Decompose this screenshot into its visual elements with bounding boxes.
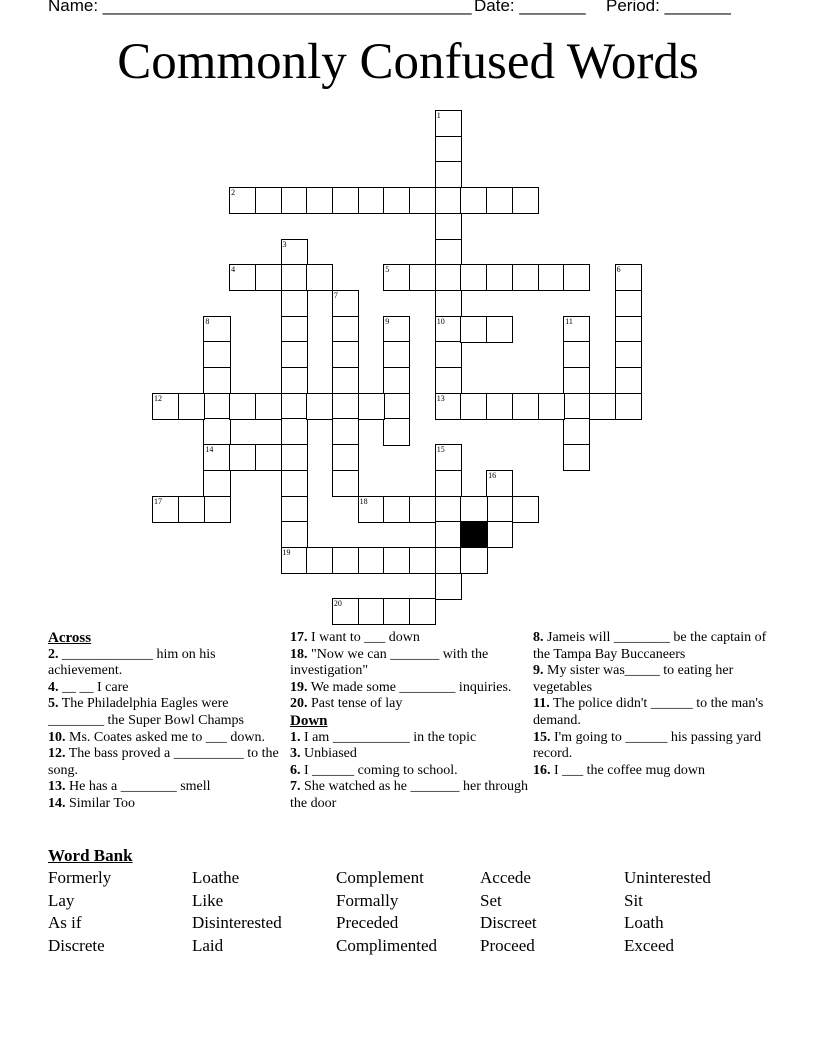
clue-text: The bass proved a __________ to the song. [48, 746, 279, 778]
word-bank [48, 868, 768, 955]
word-bank-item: Formally [336, 890, 399, 910]
grid-cell[interactable] [358, 496, 385, 523]
grid-cell[interactable] [435, 496, 462, 523]
clue-text: I ___ the coffee mug down [550, 762, 705, 778]
grid-cell[interactable] [435, 161, 462, 188]
word-bank-item: Accede [480, 868, 531, 887]
grid-cell[interactable] [563, 341, 590, 368]
grid-cell[interactable] [332, 393, 359, 420]
grid-cell[interactable] [435, 470, 462, 497]
clue [290, 696, 530, 713]
grid-cell[interactable] [383, 547, 410, 574]
cell-number: 12 [154, 393, 162, 403]
grid-cell[interactable] [281, 547, 308, 574]
clue-text: My sister was_____ to eating her vegetables [533, 663, 734, 695]
grid-cell[interactable] [563, 418, 590, 445]
black-cell [460, 521, 487, 548]
grid-cell[interactable] [409, 598, 436, 625]
grid-cell[interactable] [255, 187, 282, 214]
grid-cell[interactable] [435, 521, 462, 548]
clue-text: I ______ coming to school. [300, 762, 458, 778]
cell-number: 2 [231, 188, 236, 198]
clue-number: 7. [290, 779, 301, 795]
grid-cell[interactable] [563, 444, 590, 471]
clue-text: Unbiased [300, 746, 357, 762]
clue-number: 14. [48, 795, 66, 811]
grid-cell[interactable] [358, 393, 385, 420]
grid-cell[interactable] [332, 418, 359, 445]
grid-cell[interactable] [512, 496, 539, 523]
clue-number: 10. [48, 729, 66, 745]
grid-cell[interactable] [332, 598, 359, 625]
grid-cell[interactable] [203, 418, 230, 445]
grid-cell[interactable] [383, 496, 410, 523]
clue-text: Similar Too [65, 795, 136, 811]
cell-number: 1 [436, 111, 441, 120]
clue [48, 730, 288, 747]
clue-number: 2. [48, 646, 59, 662]
grid-cell[interactable] [358, 547, 385, 574]
clue-number: 13. [48, 779, 66, 795]
grid-cell[interactable] [435, 367, 462, 394]
grid-cell[interactable] [563, 367, 590, 394]
down-heading: Down [290, 712, 328, 729]
grid-cell[interactable] [281, 316, 308, 343]
grid-cell[interactable] [281, 444, 308, 471]
grid-cell[interactable] [255, 393, 282, 420]
cell-number: 16 [488, 470, 497, 480]
grid-cell[interactable] [332, 367, 359, 394]
cell-number: 7 [333, 290, 338, 300]
word-bank-item: As if [48, 913, 82, 932]
clue-number: 17. [290, 630, 308, 645]
grid-cell[interactable] [281, 521, 308, 548]
grid-cell[interactable] [358, 598, 385, 625]
grid-cell[interactable] [615, 264, 642, 291]
clue [48, 696, 288, 729]
grid-cell[interactable] [281, 496, 308, 523]
clue [48, 647, 288, 680]
clues-column-1 [48, 630, 288, 813]
grid-cell[interactable] [281, 341, 308, 368]
grid-cell[interactable] [383, 316, 410, 343]
grid-cell[interactable] [460, 316, 487, 343]
grid-cell[interactable] [538, 393, 565, 420]
clue-number: 12. [48, 746, 66, 762]
clue [290, 730, 530, 747]
grid-cell[interactable] [435, 187, 462, 214]
grid-cell[interactable] [383, 393, 410, 420]
word-bank-item: Complement [336, 868, 424, 887]
grid-cell[interactable] [435, 239, 462, 266]
clue-text: __ __ I care [58, 679, 129, 695]
grid-cell[interactable] [306, 393, 333, 420]
cell-number: 15 [436, 445, 445, 455]
cell-number: 9 [385, 316, 390, 326]
grid-cell[interactable] [255, 264, 282, 291]
clues-column-2 [290, 630, 530, 813]
clues-column-3 [533, 630, 773, 779]
grid-cell[interactable] [281, 290, 308, 317]
grid-cell[interactable] [409, 547, 436, 574]
period-field: Period: _______ [606, 0, 731, 15]
word-bank-item: Laid [192, 935, 224, 955]
grid-cell[interactable] [281, 393, 308, 420]
grid-cell[interactable] [512, 264, 539, 291]
grid-cell[interactable] [460, 393, 487, 420]
grid-cell[interactable] [178, 496, 205, 523]
word-bank-item: Lay [48, 890, 75, 910]
cell-number: 11 [565, 316, 573, 326]
grid-cell[interactable] [255, 444, 282, 471]
grid-cell[interactable] [538, 264, 565, 291]
clue-text: The police didn't ______ to the man's demand. [533, 696, 764, 728]
grid-cell[interactable] [203, 393, 230, 420]
clue-number: 20. [290, 696, 308, 712]
grid-cell[interactable] [460, 547, 487, 574]
grid-cell[interactable] [383, 264, 410, 291]
word-bank-item: Set [480, 890, 502, 910]
cell-number: 18 [359, 496, 368, 506]
grid-cell[interactable] [203, 496, 230, 523]
clue-text: "Now we can _______ with the investigation" [290, 646, 489, 679]
word-bank-item: Complimented [336, 935, 438, 955]
grid-cell[interactable] [435, 547, 462, 574]
clue [533, 763, 773, 780]
clue-number: 19. [290, 679, 308, 695]
grid-cell[interactable] [306, 547, 333, 574]
grid-cell[interactable] [178, 393, 205, 420]
grid-cell[interactable] [615, 341, 642, 368]
clue [48, 779, 288, 796]
clue-text: I am ___________ in the topic [300, 729, 477, 745]
grid-cell[interactable] [435, 444, 462, 471]
cell-number: 10 [436, 316, 445, 326]
grid-cell[interactable] [332, 470, 359, 497]
cell-number: 20 [333, 599, 342, 609]
word-bank-item: Sit [624, 890, 643, 910]
grid-cell[interactable] [203, 444, 230, 471]
grid-cell[interactable] [615, 316, 642, 343]
cell-number: 4 [231, 265, 236, 275]
grid-cell[interactable] [332, 444, 359, 471]
clue-text: I want to ___ down [307, 630, 420, 645]
grid-cell[interactable] [152, 393, 179, 420]
grid-cell[interactable] [589, 393, 616, 420]
word-bank-heading: Word Bank [48, 846, 133, 865]
clue [48, 680, 288, 697]
grid-cell[interactable] [615, 367, 642, 394]
grid-cell[interactable] [460, 496, 487, 523]
clue-text: I'm going to ______ his passing yard record. [533, 729, 762, 762]
cell-number: 14 [205, 445, 214, 455]
clue [290, 647, 530, 680]
clue [290, 680, 530, 697]
clue-number: 9. [533, 663, 544, 679]
grid-cell[interactable] [435, 341, 462, 368]
grid-cell[interactable] [512, 393, 539, 420]
clue [290, 746, 530, 763]
grid-cell[interactable] [563, 264, 590, 291]
grid-cell[interactable] [460, 187, 487, 214]
name-field: Name: _______________________________________ [48, 0, 472, 15]
grid-cell[interactable] [383, 187, 410, 214]
clue-text: She watched as he _______ her through the door [290, 779, 528, 811]
cell-number: 3 [282, 239, 287, 249]
cell-number: 19 [282, 547, 291, 557]
grid-cell[interactable] [435, 290, 462, 317]
grid-cell[interactable] [435, 393, 462, 420]
word-bank-item: Loathe [192, 868, 240, 887]
grid-cell[interactable] [486, 393, 513, 420]
grid-cell[interactable] [306, 264, 333, 291]
grid-cell[interactable] [409, 187, 436, 214]
clue-text: _____________ him on his achievement. [48, 646, 216, 679]
cell-number: 5 [385, 265, 390, 275]
word-bank-item: Formerly [48, 868, 112, 887]
grid-cell[interactable] [281, 264, 308, 291]
clue [290, 779, 530, 812]
grid-cell[interactable] [383, 367, 410, 394]
grid-cell[interactable] [229, 264, 256, 291]
cell-number: 13 [436, 393, 445, 403]
word-bank-item: Exceed [624, 935, 675, 955]
grid-cell[interactable] [203, 341, 230, 368]
word-bank-item: Discrete [48, 935, 105, 955]
word-bank-item: Like [192, 890, 224, 910]
grid-cell[interactable] [229, 187, 256, 214]
clue-text: The Philadelphia Eagles were ________ the Super Bowl Champs [48, 696, 244, 728]
grid-cell[interactable] [409, 496, 436, 523]
clue-text: Past tense of lay [307, 696, 403, 712]
grid-cell[interactable] [383, 418, 410, 445]
grid-cell[interactable] [332, 316, 359, 343]
clue-text: Ms. Coates asked me to ___ down. [65, 729, 265, 745]
grid-cell[interactable] [332, 187, 359, 214]
grid-cell[interactable] [332, 341, 359, 368]
grid-cell[interactable] [281, 367, 308, 394]
grid-cell[interactable] [435, 213, 462, 240]
grid-cell[interactable] [152, 496, 179, 523]
grid-cell[interactable] [563, 316, 590, 343]
grid-cell[interactable] [383, 341, 410, 368]
word-bank-item: Discreet [480, 913, 537, 932]
clue-number: 5. [48, 696, 59, 712]
grid-cell[interactable] [332, 547, 359, 574]
clue [290, 763, 530, 780]
grid-cell[interactable] [229, 444, 256, 471]
word-bank-item: Loath [624, 913, 664, 932]
date-field: Date: _______ [474, 0, 586, 15]
clue-number: 6. [290, 762, 301, 778]
clue [533, 663, 773, 696]
grid-cell[interactable] [435, 136, 462, 163]
grid-cell[interactable] [486, 187, 513, 214]
grid-cell[interactable] [281, 470, 308, 497]
grid-cell[interactable] [615, 393, 642, 420]
grid-cell[interactable] [435, 316, 462, 343]
word-bank-item: Preceded [336, 913, 399, 932]
clue-text: We made some ________ inquiries. [307, 679, 512, 695]
word-bank-item: Disinterested [192, 913, 282, 932]
grid-cell[interactable] [306, 187, 333, 214]
clue [290, 630, 530, 647]
word-bank-item: Proceed [480, 935, 535, 955]
clue-number: 3. [290, 746, 301, 762]
grid-cell[interactable] [563, 393, 590, 420]
grid-cell[interactable] [486, 264, 513, 291]
grid-cell[interactable] [281, 187, 308, 214]
clue [533, 730, 773, 763]
grid-cell[interactable] [486, 470, 513, 497]
grid-cell[interactable] [332, 290, 359, 317]
cell-number: 6 [616, 265, 621, 275]
clue-number: 4. [48, 679, 59, 695]
grid-cell[interactable] [281, 418, 308, 445]
grid-cell[interactable] [409, 264, 436, 291]
clue-number: 16. [533, 762, 551, 778]
grid-cell[interactable] [435, 110, 462, 137]
grid-cell[interactable] [435, 573, 462, 600]
cell-number: 8 [205, 316, 210, 326]
clue [533, 696, 773, 729]
clue [48, 746, 288, 779]
clue-number: 8. [533, 630, 544, 645]
grid-cell[interactable] [281, 239, 308, 266]
word-bank-item: Uninterested [624, 868, 711, 887]
grid-cell[interactable] [486, 521, 513, 548]
across-heading: Across [48, 630, 92, 646]
clue-number: 18. [290, 646, 308, 662]
grid-cell[interactable] [383, 598, 410, 625]
grid-cell[interactable] [203, 367, 230, 394]
grid-cell[interactable] [486, 316, 513, 343]
cell-number: 17 [154, 496, 162, 506]
grid-cell[interactable] [435, 264, 462, 291]
grid-cell[interactable] [460, 264, 487, 291]
grid-cell[interactable] [229, 393, 256, 420]
page-title: Commonly Confused Words [117, 34, 699, 90]
clue-text: Jameis will ________ be the captain of the Tampa Bay Buccaneers [533, 630, 767, 662]
clue-text: He has a ________ smell [65, 779, 211, 795]
clue [48, 796, 288, 813]
clue-number: 1. [290, 729, 301, 745]
clue-number: 15. [533, 729, 551, 745]
grid-cell[interactable] [486, 496, 513, 523]
grid-cell[interactable] [203, 470, 230, 497]
grid-cell[interactable] [203, 316, 230, 343]
grid-cell[interactable] [512, 187, 539, 214]
grid-cell[interactable] [615, 290, 642, 317]
clue-number: 11. [533, 696, 550, 712]
clue [533, 630, 773, 663]
grid-cell[interactable] [358, 187, 385, 214]
